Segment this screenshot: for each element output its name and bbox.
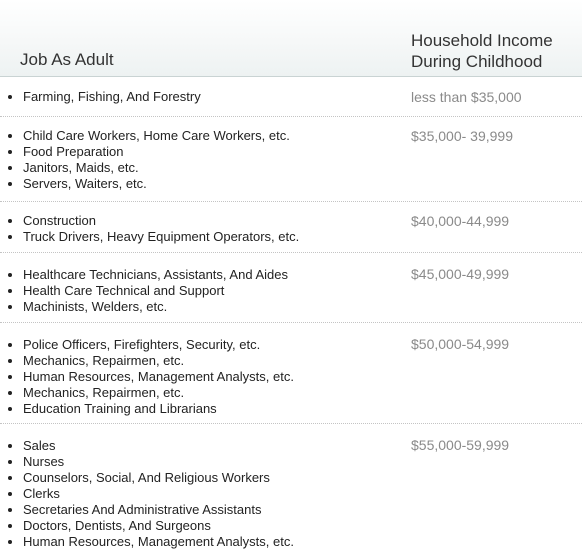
bullet-icon: [8, 524, 12, 528]
table-header: [0, 0, 582, 77]
job-title: Farming, Fishing, And Forestry: [23, 89, 201, 104]
list-item: [0, 401, 294, 417]
table-body: [0, 77, 582, 549]
bullet-icon: [8, 182, 12, 186]
list-item: [0, 267, 288, 283]
bullet-icon: [8, 289, 12, 293]
job-list: [0, 337, 294, 417]
list-item: [0, 385, 294, 401]
job-title: Counselors, Social, And Religious Workers: [23, 470, 270, 485]
job-title: Truck Drivers, Heavy Equipment Operators, etc.: [23, 229, 300, 244]
table-row: [0, 323, 582, 424]
bullet-icon: [8, 219, 12, 223]
bullet-icon: [8, 444, 12, 448]
list-item: [0, 518, 294, 534]
job-title: Mechanics, Repairmen, etc.: [23, 385, 185, 400]
list-item: [0, 534, 294, 549]
job-title: Healthcare Technicians, Assistants, And Aides: [23, 267, 288, 282]
table-row: [0, 202, 582, 253]
list-item: [0, 144, 290, 160]
list-item: [0, 337, 294, 353]
job-title: Child Care Workers, Home Care Workers, etc.: [23, 128, 290, 143]
income-range: $55,000-59,999: [411, 437, 510, 453]
job-list: [0, 438, 294, 549]
job-title: Health Care Technical and Support: [23, 283, 225, 298]
bullet-icon: [8, 540, 12, 544]
table-row: [0, 117, 582, 202]
table-row: [0, 424, 582, 549]
income-column-header: [411, 30, 553, 72]
job-title: Machinists, Welders, etc.: [23, 299, 168, 314]
bullet-icon: [8, 235, 12, 239]
job-column-header: Job As Adult: [20, 50, 114, 69]
bullet-icon: [8, 273, 12, 277]
job-title: Secretaries And Administrative Assistants: [23, 502, 262, 517]
bullet-icon: [8, 508, 12, 512]
job-list: [0, 267, 288, 315]
bullet-icon: [8, 95, 12, 99]
bullet-icon: [8, 460, 12, 464]
list-item: [0, 486, 294, 502]
list-item: [0, 176, 290, 192]
bullet-icon: [8, 343, 12, 347]
income-range: $45,000-49,999: [411, 266, 510, 282]
bullet-icon: [8, 391, 12, 395]
bullet-icon: [8, 407, 12, 411]
table-row: [0, 253, 582, 323]
job-title: Education Training and Librarians: [23, 401, 217, 416]
list-item: [0, 299, 288, 315]
income-range: $40,000-44,999: [411, 213, 510, 229]
list-item: [0, 160, 290, 176]
income-header-line1: Household Income: [411, 31, 553, 50]
bullet-icon: [8, 305, 12, 309]
job-title: Human Resources, Management Analysts, etc.: [23, 534, 294, 549]
job-title: Human Resources, Management Analysts, etc.: [23, 369, 294, 384]
bullet-icon: [8, 359, 12, 363]
income-header-line2: During Childhood: [411, 52, 543, 71]
job-title: Mechanics, Repairmen, etc.: [23, 353, 185, 368]
bullet-icon: [8, 150, 12, 154]
list-item: [0, 454, 294, 470]
job-list: [0, 89, 201, 105]
job-title: Nurses: [23, 454, 65, 469]
list-item: [0, 89, 201, 105]
list-item: [0, 502, 294, 518]
list-item: [0, 438, 294, 454]
bullet-icon: [8, 476, 12, 480]
bullet-icon: [8, 375, 12, 379]
list-item: [0, 353, 294, 369]
bullet-icon: [8, 492, 12, 496]
job-title: Janitors, Maids, etc.: [23, 160, 139, 175]
job-title: Doctors, Dentists, And Surgeons: [23, 518, 211, 533]
job-title: Food Preparation: [23, 144, 124, 159]
bullet-icon: [8, 134, 12, 138]
income-range: $50,000-54,999: [411, 336, 510, 352]
job-title: Police Officers, Firefighters, Security, etc.: [23, 337, 261, 352]
job-title: Clerks: [23, 486, 60, 501]
income-range: less than $35,000: [411, 89, 522, 105]
job-title: Servers, Waiters, etc.: [23, 176, 147, 191]
list-item: [0, 369, 294, 385]
job-list: [0, 213, 299, 245]
job-title: Construction: [23, 213, 96, 228]
list-item: [0, 283, 288, 299]
income-range: $35,000- 39,999: [411, 128, 513, 144]
table-row: [0, 77, 582, 117]
job-title: Sales: [23, 438, 56, 453]
job-list: [0, 128, 290, 192]
bullet-icon: [8, 166, 12, 170]
list-item: [0, 229, 299, 245]
list-item: [0, 470, 294, 486]
list-item: [0, 128, 290, 144]
list-item: [0, 213, 299, 229]
